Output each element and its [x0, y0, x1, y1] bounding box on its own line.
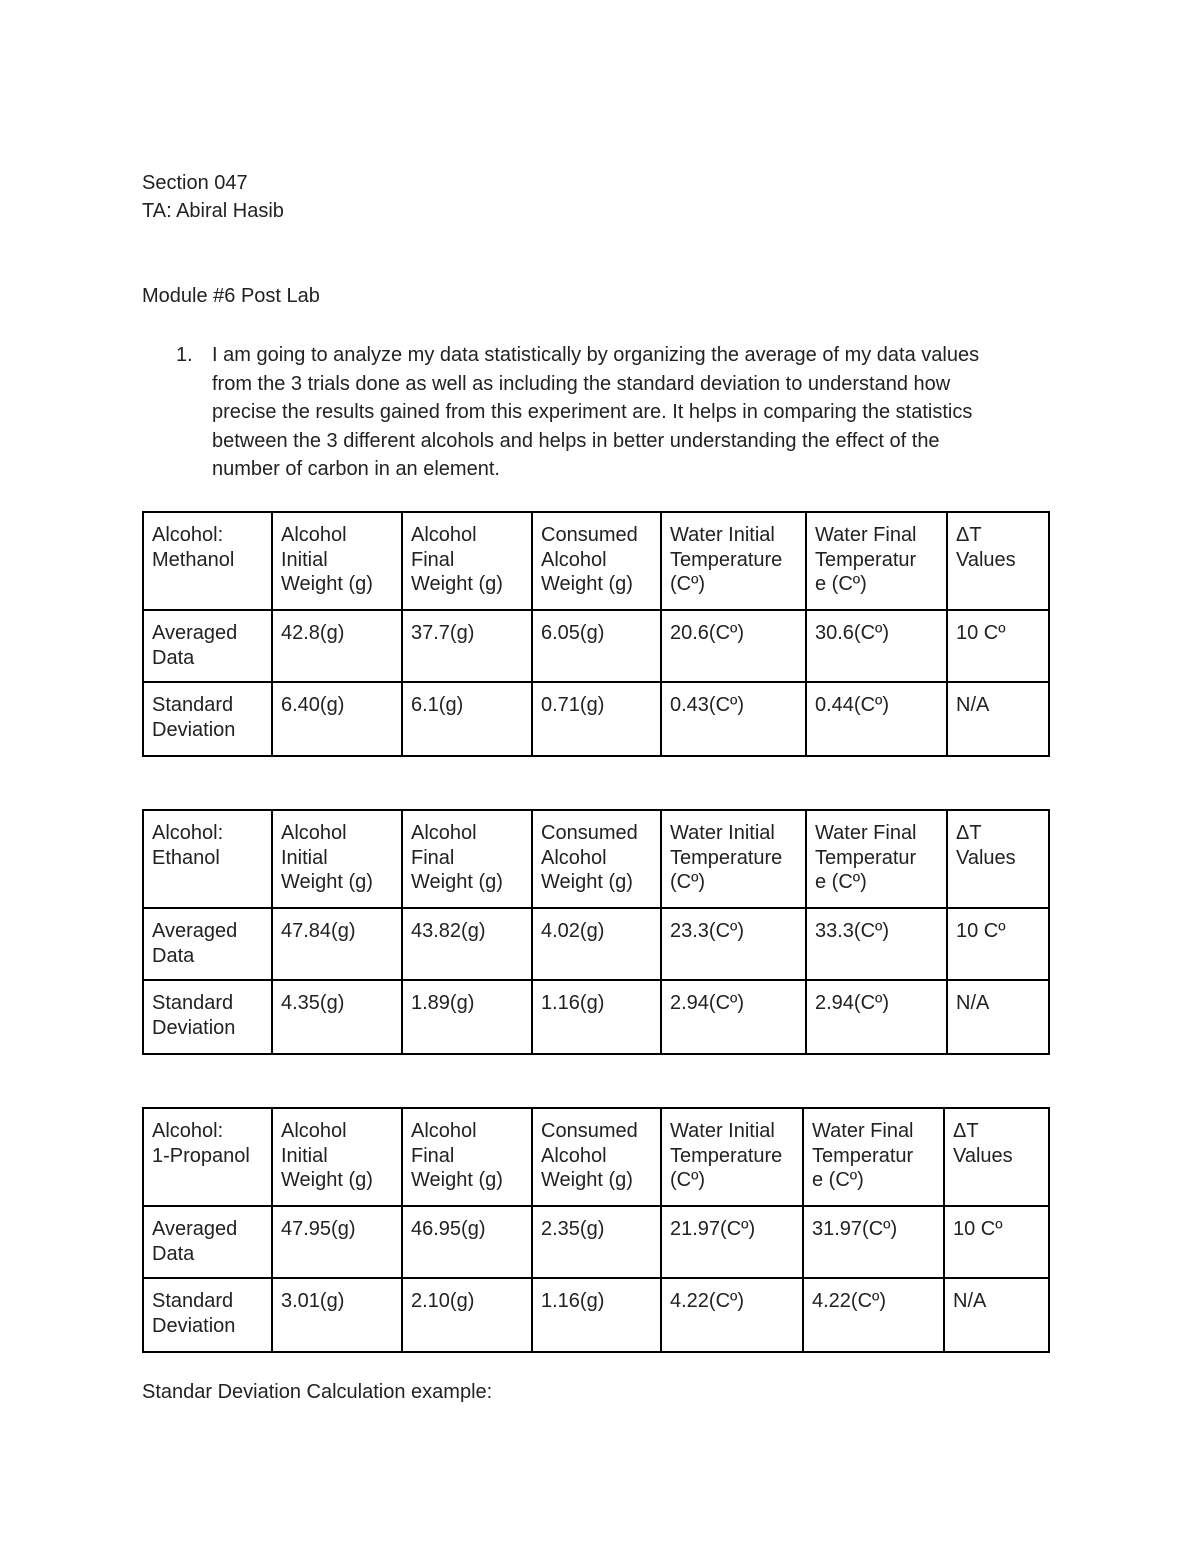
propanol-table: [142, 1107, 1050, 1353]
table-cell: 0.43(Cº): [661, 682, 806, 756]
table-cell: N/A: [947, 682, 1049, 756]
answer-line: number of carbon in an element.: [212, 458, 500, 480]
answer-line: I am going to analyze my data statistically by organizing the average of my data values: [212, 344, 980, 366]
table-cell: 6.1(g): [402, 682, 532, 756]
table-cell: Standard Deviation: [143, 682, 272, 756]
table-cell: 31.97(Cº): [803, 1206, 944, 1278]
table-cell: 2.94(Cº): [661, 980, 806, 1054]
module-title: Module #6 Post Lab: [142, 285, 320, 307]
table-cell: 23.3(Cº): [661, 908, 806, 980]
table-cell: 4.22(Cº): [803, 1278, 944, 1352]
table-cell: ΔT Values: [947, 810, 1049, 908]
table-cell: Water Final Temperatur e (Cº): [806, 512, 947, 610]
table-cell: Water Initial Temperature (Cº): [661, 1108, 803, 1206]
answer-line: precise the results gained from this experiment are. It helps in comparing the statistics: [212, 401, 973, 423]
table-cell: Alcohol: 1-Propanol: [143, 1108, 272, 1206]
table-row-averaged: [143, 908, 1049, 980]
table-cell: 2.35(g): [532, 1206, 661, 1278]
table-cell: 33.3(Cº): [806, 908, 947, 980]
table-cell: Consumed Alcohol Weight (g): [532, 1108, 661, 1206]
table-cell: Water Initial Temperature (Cº): [661, 512, 806, 610]
table-cell: ΔT Values: [947, 512, 1049, 610]
calculation-example-label: Standar Deviation Calculation example:: [142, 1381, 493, 1403]
table-cell: Standard Deviation: [143, 980, 272, 1054]
table-cell: 1.16(g): [532, 1278, 661, 1352]
table-cell: ΔT Values: [944, 1108, 1049, 1206]
table-cell: 20.6(Cº): [661, 610, 806, 682]
table-row-averaged: [143, 610, 1049, 682]
table-cell: N/A: [944, 1278, 1049, 1352]
table-cell: 42.8(g): [272, 610, 402, 682]
table-cell: Alcohol: Ethanol: [143, 810, 272, 908]
list-number: 1.: [176, 344, 193, 366]
table-row-std-dev: [143, 682, 1049, 756]
table-cell: 6.40(g): [272, 682, 402, 756]
table-cell: 10 Cº: [947, 610, 1049, 682]
table-cell: 1.89(g): [402, 980, 532, 1054]
table-cell: 3.01(g): [272, 1278, 402, 1352]
table-cell: 4.35(g): [272, 980, 402, 1054]
answer-paragraph: [212, 341, 1072, 484]
section-label: Section 047: [142, 172, 248, 194]
table-cell: Alcohol Final Weight (g): [402, 810, 532, 908]
table-cell: 0.44(Cº): [806, 682, 947, 756]
table-cell: 47.95(g): [272, 1206, 402, 1278]
table-cell: Averaged Data: [143, 908, 272, 980]
table-cell: 47.84(g): [272, 908, 402, 980]
table-header-row: [143, 810, 1049, 908]
table-cell: Alcohol Initial Weight (g): [272, 1108, 402, 1206]
ethanol-table: [142, 809, 1050, 1055]
table-cell: Water Initial Temperature (Cº): [661, 810, 806, 908]
answer-line: from the 3 trials done as well as including the standard deviation to understand how: [212, 372, 951, 395]
table-cell: Consumed Alcohol Weight (g): [532, 810, 661, 908]
ta-label: TA: Abiral Hasib: [142, 200, 284, 222]
table-cell: N/A: [947, 980, 1049, 1054]
table-header-row: [143, 1108, 1049, 1206]
table-cell: Alcohol Initial Weight (g): [272, 512, 402, 610]
table-row-std-dev: [143, 980, 1049, 1054]
table-cell: Averaged Data: [143, 610, 272, 682]
table-cell: 1.16(g): [532, 980, 661, 1054]
table-cell: 46.95(g): [402, 1206, 532, 1278]
table-cell: Water Final Temperatur e (Cº): [803, 1108, 944, 1206]
table-cell: 6.05(g): [532, 610, 661, 682]
table-cell: Standard Deviation: [143, 1278, 272, 1352]
table-cell: Alcohol Final Weight (g): [402, 512, 532, 610]
table-cell: 10 Cº: [947, 908, 1049, 980]
table-cell: Alcohol Final Weight (g): [402, 1108, 532, 1206]
table-cell: 4.02(g): [532, 908, 661, 980]
table-cell: 4.22(Cº): [661, 1278, 803, 1352]
table-cell: 0.71(g): [532, 682, 661, 756]
table-cell: 2.94(Cº): [806, 980, 947, 1054]
table-cell: Alcohol Initial Weight (g): [272, 810, 402, 908]
table-cell: Water Final Temperatur e (Cº): [806, 810, 947, 908]
methanol-table: [142, 511, 1050, 757]
answer-line: between the 3 different alcohols and helps in better understanding the effect of the: [212, 429, 940, 452]
table-row-averaged: [143, 1206, 1049, 1278]
table-cell: Averaged Data: [143, 1206, 272, 1278]
table-cell: 37.7(g): [402, 610, 532, 682]
table-cell: 10 Cº: [944, 1206, 1049, 1278]
table-cell: 21.97(Cº): [661, 1206, 803, 1278]
table-row-std-dev: [143, 1278, 1049, 1352]
table-header-row: [143, 512, 1049, 610]
table-cell: 2.10(g): [402, 1278, 532, 1352]
table-cell: Consumed Alcohol Weight (g): [532, 512, 661, 610]
table-cell: 43.82(g): [402, 908, 532, 980]
table-cell: Alcohol: Methanol: [143, 512, 272, 610]
table-cell: 30.6(Cº): [806, 610, 947, 682]
